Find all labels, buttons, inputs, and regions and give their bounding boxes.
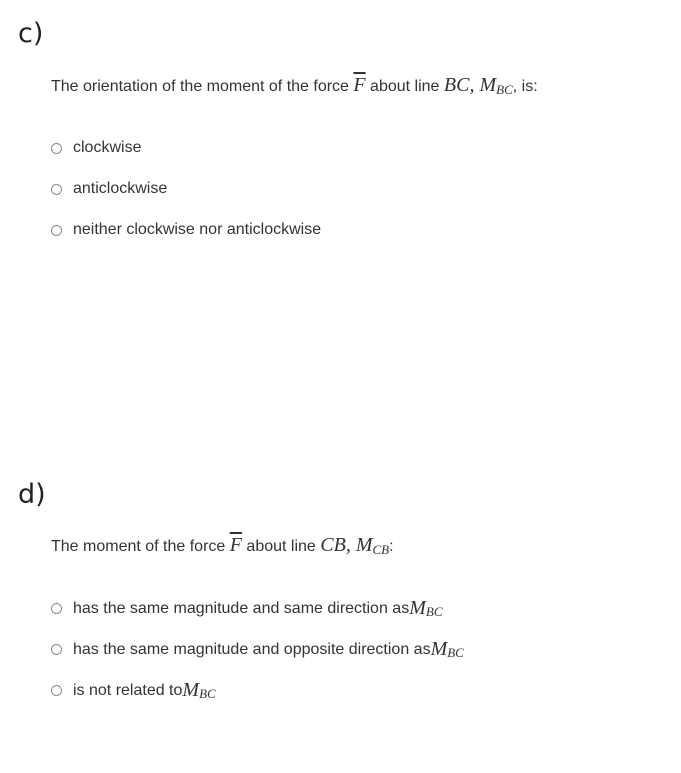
moment-subscript: BC — [447, 644, 464, 660]
moment-symbol: M — [479, 74, 497, 96]
option-anticlockwise[interactable] — [51, 180, 167, 198]
separator: , — [345, 534, 356, 556]
section-d-question — [51, 535, 394, 557]
option-label: is not related to — [73, 681, 183, 699]
moment-subscript: BC — [496, 82, 513, 97]
option-neither[interactable] — [51, 221, 321, 239]
moment-symbol: M — [355, 534, 373, 556]
moment-symbol: M — [182, 679, 200, 701]
option-clockwise[interactable] — [51, 139, 141, 157]
moment-symbol: M — [430, 638, 448, 660]
option-label: has the same magnitude and same direction as — [73, 599, 410, 617]
moment-subscript: BC — [199, 685, 216, 701]
line-name: CB — [320, 534, 346, 556]
moment-symbol: M — [409, 597, 426, 619]
radio-button[interactable] — [51, 603, 62, 614]
line-name: BC — [443, 74, 470, 96]
force-symbol: $\overline{F}$ — [229, 534, 242, 556]
force-symbol: $\overline{F}$ — [353, 74, 366, 96]
option-same-magnitude-same-direction[interactable] — [51, 597, 443, 620]
separator: , — [469, 74, 480, 96]
option-label: anticlockwise — [73, 180, 168, 197]
question-middle: about line — [241, 538, 321, 555]
option-same-magnitude-opposite-direction[interactable] — [51, 638, 464, 661]
moment-subscript: BC — [425, 603, 443, 619]
radio-button[interactable] — [51, 184, 62, 195]
radio-button[interactable] — [51, 644, 62, 655]
option-label: neither clockwise nor anticlockwise — [73, 221, 322, 238]
section-d-label: d) — [18, 479, 46, 510]
question-prefix: The moment of the force — [51, 538, 230, 555]
radio-button[interactable] — [51, 685, 62, 696]
radio-button[interactable] — [51, 143, 62, 154]
option-label: has the same magnitude and opposite direction as — [73, 640, 431, 658]
section-c-question — [51, 75, 538, 97]
option-not-related[interactable] — [51, 679, 216, 702]
radio-button[interactable] — [51, 225, 62, 236]
option-label: clockwise — [73, 139, 142, 156]
section-c-label: c) — [18, 18, 44, 49]
question-suffix: , is: — [512, 78, 538, 95]
moment-subscript: CB — [372, 542, 390, 557]
question-prefix: The orientation of the moment of the force — [51, 78, 354, 95]
question-middle: about line — [365, 78, 444, 95]
question-suffix: : — [389, 538, 394, 555]
